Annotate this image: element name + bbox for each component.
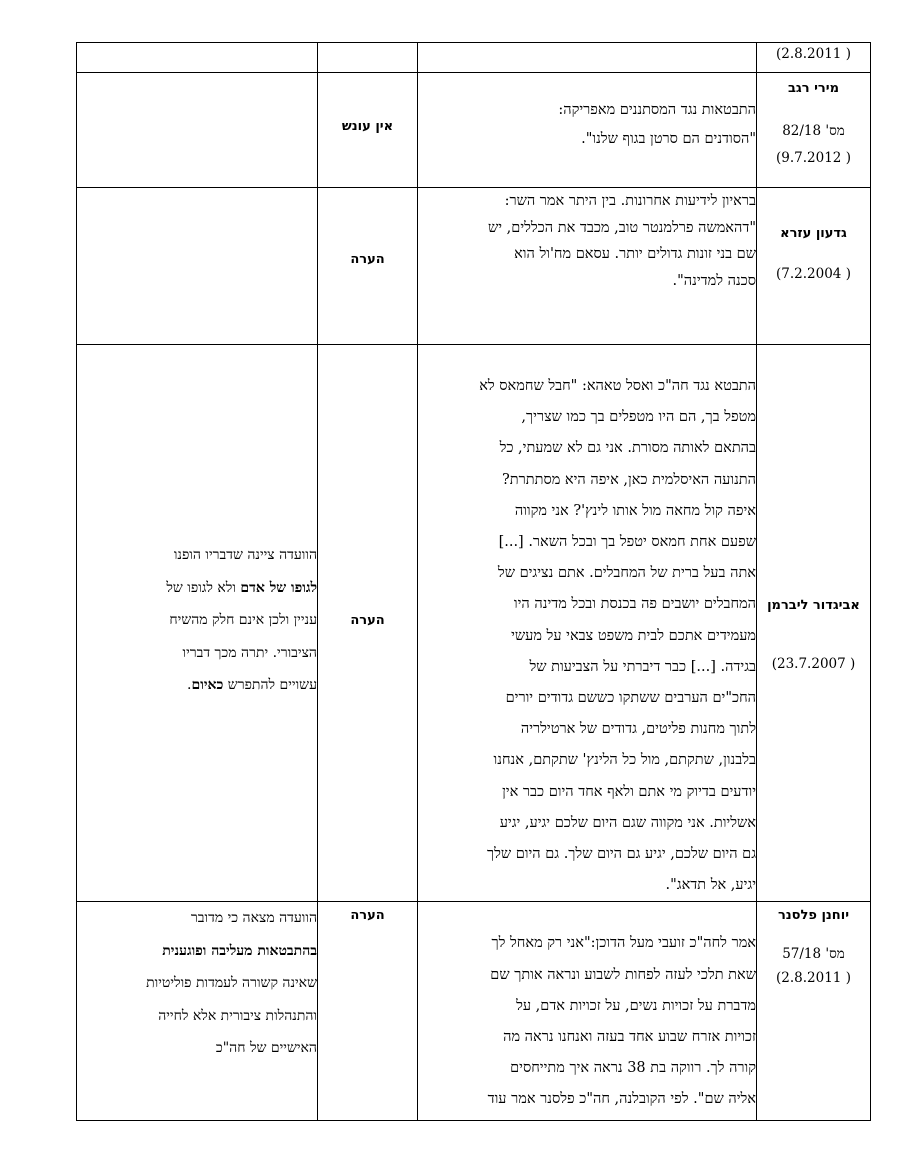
decision-cell (318, 73, 418, 188)
note-emphasis: לגופו של אדם (240, 579, 317, 596)
statement-cell (418, 902, 757, 1121)
note-text: והתנהלות ציבורית אלא לחייה (158, 1007, 317, 1024)
note-text: עניין ולכן אינם חלק מהשיח (169, 612, 317, 628)
decision-cell (318, 43, 418, 73)
note-text: הוועדה ציינה שדבריו הופנו (173, 547, 317, 563)
statement-line: התבטאות נגד המסתננים מאפריקה: (558, 102, 756, 118)
table-row (77, 902, 871, 1121)
note-line (77, 572, 317, 605)
statement-line: המחבלים יושבים פה בכנסת ובכל מדינה היו (513, 596, 756, 613)
statement-line: קורה לך. רווקה בת 38 נראה איך מתייחסים (510, 1060, 756, 1077)
statement-line: התנועה האיסלמית כאן, איפה היא מסתתרת? (502, 471, 756, 488)
note-emphasis: בהתבטאות מעליבה ופוגענית (162, 942, 317, 959)
statement-line: החכ"ים הערבים ששתקו כששם גדודים יורים (505, 690, 756, 707)
statement-line: לתוך מחנות פליטים, גדודים של ארטילריה (520, 721, 756, 738)
statement-line: מעמידים אתכם לבית משפט צבאי על מעשי (511, 627, 756, 644)
note-line (77, 902, 317, 935)
statement-line: מדברת על זכויות נשים, על זכויות אדם, על (516, 997, 756, 1014)
decision-label: אין עונש (341, 119, 394, 134)
statement-line: יודעים בדיוק מי אתם ולאף אחד היום כבר אין (502, 783, 756, 800)
mk-date: (2.8.2011 ) (776, 46, 851, 62)
statement-line: גם היום שלכם, יגיע גם היום שלך. גם היום שלך (486, 846, 756, 863)
statement-line: התבטא נגד חה"כ ואסל טאהא: "חבל שחמאס לא (479, 378, 756, 394)
table-row (77, 345, 871, 902)
note-line (77, 604, 317, 637)
note-line (77, 967, 317, 1000)
note-text: ולא לגופו של (166, 579, 241, 596)
decision-label: הערה (350, 613, 385, 628)
statement-cell (418, 43, 757, 73)
mk-date: (23.7.2007 ) (771, 656, 856, 672)
statement-line: "הסודנים הם סרטן בגוף שלנו". (581, 131, 756, 147)
table-row (77, 188, 871, 345)
statement-line: בלבנון, שתקתם, מול כל הלינץ' שתקתם, אנחנו (493, 752, 756, 769)
decisions-table (76, 42, 871, 1121)
note-line (77, 1032, 317, 1065)
protocol-number: מס' 82/18 (782, 123, 845, 139)
decision-cell (318, 188, 418, 345)
mk-date: (2.8.2011 ) (776, 970, 851, 987)
note-text: האישיים של חה"כ (215, 1040, 317, 1057)
decision-label: הערה (350, 908, 385, 924)
statement-line: אמר לחה"כ זועבי מעל הדוכן:"אני רק מאחל לך (491, 935, 756, 952)
mk-name: גדעון עזרא (780, 226, 847, 241)
decision-cell (318, 902, 418, 1121)
table-row (77, 73, 871, 188)
note-text: עשויים להתפרש (223, 677, 317, 693)
statement-line: שם בני זונות גדולים יותר. עסאם מח'ול הוא (514, 246, 756, 262)
statement-cell (418, 188, 757, 345)
statement-line: אליה שם". לפי הקובלנה, חה"כ פלסנר אמר עוד (487, 1091, 756, 1108)
statement-line: בגידה. [...] כבר דיברתי על הצביעות של (529, 658, 756, 675)
mk-name: מירי רגב (788, 81, 839, 96)
statement-line: מטפל בך, הם היו מטפלים בך כמו שצריך, (521, 409, 756, 426)
mk-cell (757, 73, 871, 188)
statement-line: בהתאם לאותה מסורת. אני גם לא שמעתי, כל (499, 440, 756, 457)
decision-cell (318, 345, 418, 902)
note-emphasis: כאיום (191, 677, 224, 693)
statement-line: "דהאמשה פרלמנטר טוב, מכבד את הכללים, יש (487, 219, 756, 236)
note-cell (77, 73, 318, 188)
note-cell (77, 43, 318, 73)
mk-name: אביגדור ליברמן (767, 598, 860, 613)
statement-line: בראיון לידיעות אחרונות. בין היתר אמר השר: (504, 193, 756, 209)
statement-line: אשליות. אני מקווה שגם היום שלכם יגיע, יגיע (499, 814, 756, 831)
mk-cell (757, 902, 871, 1121)
mk-cell (757, 43, 871, 73)
statement-line: שאת תלכי לעזה לפחות לשבוע ונראה אותך שם (490, 966, 756, 983)
note-cell (77, 345, 318, 902)
committee-note (77, 539, 317, 702)
protocol-number: מס' 57/18 (782, 946, 845, 963)
statement-line: איפה קול מחאה מול אותו לינץ'? אני מקווה (514, 502, 756, 519)
statement-line: שפעם אחת חמאס יטפל בך ובכל השאר. [...] (498, 534, 756, 551)
note-line (77, 637, 317, 670)
mk-cell (757, 188, 871, 345)
mk-date: (9.7.2012 ) (776, 150, 851, 166)
mk-date: (7.2.2004 ) (776, 266, 851, 282)
statement-cell (418, 345, 757, 902)
table-row (77, 43, 871, 73)
note-line (77, 669, 317, 702)
note-line (77, 1000, 317, 1033)
mk-cell (757, 345, 871, 902)
statement-line: יגיע, אל תדאג". (665, 877, 756, 894)
statement-cell (418, 73, 757, 188)
note-text: . (187, 677, 192, 693)
note-line (77, 935, 317, 968)
statement-line: זכויות אזרח שבוע אחד בעזה ואנחנו נראה מה (503, 1029, 756, 1046)
decision-label: הערה (350, 252, 385, 267)
note-line (77, 539, 317, 572)
statement-line: אתה בעל ברית של המחבלים. אתם נציגים של (497, 565, 756, 582)
note-cell (77, 902, 318, 1121)
committee-note (77, 902, 317, 1065)
note-text: הציבורי. יתרה מכך דבריו (182, 644, 317, 661)
mk-name: יוחנן פלסנר (777, 908, 850, 924)
note-text: הוועדה מצאה כי מדובר (190, 910, 317, 927)
note-cell (77, 188, 318, 345)
note-text: שאינה קשורה לעמדות פוליטיות (146, 975, 317, 992)
statement-line: סכנה למדינה". (672, 272, 756, 289)
